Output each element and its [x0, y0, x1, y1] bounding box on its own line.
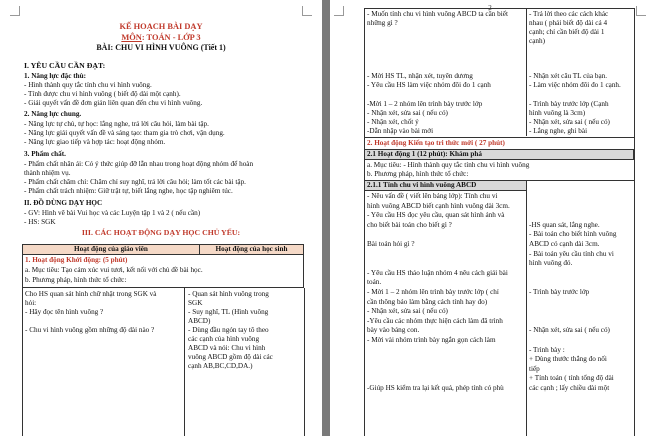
hs-text: - Lắng nghe, ghi bài [529, 127, 588, 135]
gv-text: - Yêu cầu HS thảo luận nhóm 4 nêu cách giải bài [367, 268, 508, 277]
hs-text: - Bài toán yêu cầu tính chu vi [529, 249, 614, 258]
table-border [364, 8, 634, 9]
corner-mark [10, 6, 20, 16]
hs-text: - Dùng đầu ngón tay tô theo [188, 326, 269, 334]
hs-text: - Suy nghĩ, TL (Hình vuông [188, 308, 269, 316]
hs-text: + Tính toán ( tính tổng độ dài [529, 374, 614, 383]
hs-text: hình vuông đó. [529, 259, 573, 268]
gv-text: - Nhận xét, sửa sai ( nếu có) [367, 307, 448, 316]
list-item: thành nhiệm vụ. [24, 169, 71, 177]
subject-text: : TOÁN - LỚP 3 [141, 33, 201, 42]
gv-text: Bài toán hỏi gì ? [367, 240, 415, 248]
corner-mark [302, 6, 312, 16]
gv-text: - Nêu vấn đề ( viết lên bảng lớp): Tính chu vi [367, 192, 498, 200]
page-number: 2 [488, 4, 492, 12]
table-border [184, 288, 185, 436]
subject-prefix: MÔN [121, 33, 142, 42]
activity-2-1-1-title: 2.1.1 Tính chu vi hình vuông ABCD [367, 181, 477, 189]
hs-text: - Nhận xét, sửa sai ( nếu có) [529, 118, 610, 126]
list-item: b. Phương pháp, hình thức tổ chức: [25, 276, 127, 284]
section-1: I. YÊU CẦU CẦN ĐẠT: [24, 61, 106, 70]
list-item: - Phẩm chất nhân ái: Có ý thức giúp đỡ lẫn nhau trong hoạt động nhóm để hoàn [24, 160, 254, 168]
gv-text: cho biết bài toán cho biết gì ? [367, 220, 452, 229]
hs-text: - Trình bày : [529, 345, 565, 354]
gv-text: - Mời 1 – 2 nhóm lên trình bày trước lớp ( chỉ [367, 288, 499, 296]
gv-text: Cho HS quan sát hình chữ nhật trong SGK và [25, 290, 157, 298]
list-item: b. Phương pháp, hình thức tổ chức: [367, 170, 469, 178]
lesson-title: BÀI: CHU VI HÌNH VUÔNG (Tiết 1) [96, 43, 226, 52]
hs-text: -HS quan sát, lắng nghe. [529, 220, 600, 229]
list-item: - GV: Hình vẽ bài Vui học và các Luyện tập 1 và 2 ( nếu cần) [24, 209, 201, 217]
hs-text: - Làm việc nhóm đôi đo 1 cạnh. [529, 81, 621, 89]
table-border [364, 137, 634, 138]
gv-text: toán. [367, 278, 382, 287]
gv-text: - Chu vi hình vuông gồm những độ dài nào ? [25, 326, 155, 334]
hs-text: nhau ( phải biết độ dài cả 4 [529, 19, 608, 27]
hs-text: vuông ABCD gồm độ dài các [188, 353, 273, 361]
gv-text: - Yêu cầu HS đọc yêu cầu, quan sát hình ảnh và [367, 211, 505, 220]
section-3: III. CÁC HOẠT ĐỘNG DẠY HỌC CHỦ YẾU: [81, 228, 241, 237]
subject-line [0, 33, 322, 42]
gv-text: cần thông báo làm bằng cách tính hay đo) [367, 297, 488, 306]
hs-text: tiếp [529, 364, 540, 373]
hs-text: - Trình bày trước lớp (Cạnh [529, 100, 609, 108]
list-item: - Tính được chu vi hình vuông ( biết độ dài một cạnh). [24, 90, 181, 98]
doc-title: KẾ HOẠCH BÀI DẠY [119, 22, 203, 31]
table-border [364, 8, 365, 436]
section-1-1: 1. Năng lực đặc thù: [24, 72, 87, 80]
hs-text: SGK [188, 299, 203, 307]
section-1-3: 3. Phẩm chất. [24, 150, 66, 158]
table-border [526, 180, 527, 436]
section-1-2: 2. Năng lực chung. [24, 110, 82, 118]
table-border [22, 288, 23, 436]
gv-text: hỏi: [25, 299, 37, 307]
gv-text: - Hãy đọc tên hình vuông ? [25, 308, 104, 316]
activity-2-title: 2. Hoạt động Kiến tạo tri thức mới ( 27 phút) [367, 139, 505, 147]
gv-text: -Mời 1 – 2 nhóm lên trình bày trước lớp [367, 100, 483, 108]
hs-text: - Trả lời theo các cách khác [529, 10, 609, 18]
list-item: - Phẩm chất chăm chỉ: Chăm chỉ suy nghĩ, trả lời câu hỏi; làm tốt các bài tập. [24, 178, 246, 186]
hs-text: cạnh; chỉ cần biết độ dài 1 [529, 28, 605, 36]
hs-text: ABCD) [188, 317, 211, 325]
list-item: - Giải quyết vấn đề đơn giản liên quan đến chu vi hình vuông. [24, 99, 203, 107]
gv-text: -Dẫn nhập vào bài mới [367, 127, 434, 135]
hs-text: - Trình bày trước lớp [529, 288, 590, 296]
hs-text: cạnh) [529, 37, 545, 45]
gv-text: - Nhận xét, chốt ý [367, 118, 419, 126]
gv-text: - Yêu cầu HS làm việc nhóm đôi đo 1 cạnh [367, 81, 491, 89]
gv-text: - Mời HS TL, nhận xét, tuyên dương [367, 72, 473, 80]
list-item: - Năng lực giải quyết vấn đề và sáng tạo: tham gia trò chơi, vận dụng. [24, 129, 225, 137]
gv-text: -Yêu cầu các nhóm thực hiện cách làm đã trình [367, 316, 503, 325]
hs-text: - Bài toán cho biết hình vuông [529, 230, 617, 239]
col-hs-label: Hoạt động của học sinh [215, 245, 288, 253]
gv-text: - Nhận xét, sửa sai ( nếu có) [367, 109, 448, 117]
hs-text: - Nhận xét câu TL của bạn. [529, 72, 608, 80]
hs-text: hình vuông là 3cm) [529, 109, 586, 117]
hs-text: ABCD có cạnh dài 3cm. [529, 240, 600, 248]
page-1 [0, 0, 322, 436]
list-item: a. Mục tiêu: Tạo cảm xúc vui tươi, kết nối với chủ đề bài học. [25, 266, 203, 274]
table-border [526, 8, 527, 136]
section-2: II. ĐỒ DÙNG DẠY HỌC [24, 199, 103, 207]
corner-mark [636, 6, 646, 16]
list-item: - Năng lực tự chủ, tự học: lắng nghe, trả lời câu hỏi, làm bài tập. [24, 120, 209, 128]
list-item: - Năng lực giao tiếp và hợp tác: hoạt động nhóm. [24, 138, 166, 146]
table-border [304, 288, 305, 436]
hs-text: cạnh AB,BC,CD,DA.) [188, 362, 253, 370]
list-item: - HS: SGK [24, 218, 56, 226]
hs-text: các cạnh ; lấy chiều dài một [529, 384, 610, 392]
activity-1-title: 1. Hoạt động Khởi động: (5 phút) [25, 256, 128, 264]
list-item: a. Mục tiêu: - Hình thành quy tắc tính chu vi hình vuông [367, 161, 530, 169]
gv-text: - Muốn tính chu vi hình vuông ABCD ta cần biết [367, 10, 508, 18]
list-item: - Hình thành quy tắc tính chu vi hình vuông. [24, 81, 152, 89]
gv-text: những gì ? [367, 19, 398, 27]
hs-text: - Nhận xét, sửa sai ( nếu có) [529, 326, 610, 335]
col-gv-label: Hoạt động của giáo viên [74, 245, 148, 253]
gv-text: -Giúp HS kiểm tra lại kết quả, phép tính có phù [367, 384, 504, 392]
gv-text: bày vào bảng con. [367, 326, 420, 335]
activity-2-1-title: 2.1 Hoạt động 1 (12 phút): Khám phá [367, 150, 483, 158]
hs-text: + Dùng thước thẳng đo nối [529, 355, 607, 364]
hs-text: các cạnh của hình vuông [188, 335, 260, 343]
gv-text: - Mời vài nhóm trình bày ngắn gọn cách làm [367, 336, 496, 344]
corner-mark [334, 6, 344, 16]
gv-text: hình vuông ABCD biết cạnh hình vuông dài 3cm. [367, 201, 510, 210]
list-item: - Phẩm chất trách nhiệm: Giữ trật tự, biết lắng nghe, học tập nghiêm túc. [24, 187, 233, 195]
hs-text: - Quan sát hình vuông trong [188, 290, 269, 298]
hs-text: ABCD và nói: Chu vi hình [188, 344, 266, 352]
page-2 [330, 0, 650, 436]
table-border [634, 8, 635, 436]
